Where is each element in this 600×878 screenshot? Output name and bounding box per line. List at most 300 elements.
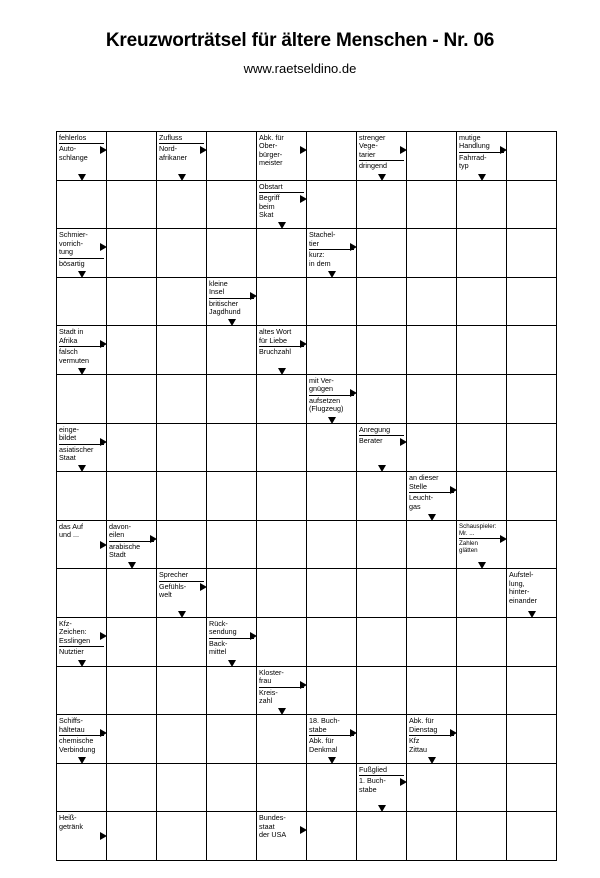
clue-cell: [407, 715, 457, 764]
answer-cell[interactable]: [257, 423, 307, 472]
clue-line: mittel: [209, 647, 227, 657]
answer-cell[interactable]: [57, 763, 107, 812]
answer-cell[interactable]: [307, 472, 357, 521]
answer-cell[interactable]: [307, 812, 357, 861]
clue-text: [57, 229, 106, 268]
clue-line: Ober-: [259, 141, 278, 151]
clue-text: [307, 715, 356, 754]
clue-line: gas: [409, 501, 421, 511]
clue-line: Berater: [359, 435, 404, 445]
answer-cell[interactable]: [507, 374, 557, 423]
clue-line: Stadt in: [59, 327, 84, 337]
answer-cell[interactable]: [507, 472, 557, 521]
answer-cell[interactable]: [457, 277, 507, 326]
clue-text: [207, 618, 256, 657]
grid-row: [57, 763, 557, 812]
clue-line: typ: [459, 161, 469, 171]
clue-line: Heiß-: [59, 813, 77, 823]
answer-cell[interactable]: [307, 763, 357, 812]
clue-line: schlange: [59, 152, 88, 162]
answer-cell[interactable]: [307, 423, 357, 472]
clue-line: davon-: [109, 521, 131, 531]
answer-cell[interactable]: [257, 715, 307, 764]
answer-cell[interactable]: [457, 423, 507, 472]
clue-line: Bundes-: [259, 813, 286, 823]
grid-row: [57, 812, 557, 861]
answer-cell[interactable]: [207, 423, 257, 472]
answer-cell[interactable]: [457, 666, 507, 715]
answer-cell[interactable]: [107, 180, 157, 229]
clue-line: altes Wort: [259, 327, 292, 337]
answer-cell[interactable]: [307, 666, 357, 715]
clue-line: Kfz: [409, 735, 454, 745]
answer-cell[interactable]: [257, 374, 307, 423]
answer-cell[interactable]: [207, 666, 257, 715]
grid-row: [57, 423, 557, 472]
clue-cell: [357, 763, 407, 812]
answer-cell[interactable]: [257, 277, 307, 326]
clue-line: arabische: [109, 541, 154, 551]
clue-cell: [207, 617, 257, 666]
clue-cell: [307, 229, 357, 278]
clue-cell: [57, 520, 107, 569]
clue-cell: [57, 132, 107, 181]
clue-line: stabe: [309, 724, 327, 734]
clue-line: strenger: [359, 133, 386, 142]
clue-line: Schauspieler:: [459, 522, 497, 530]
answer-cell[interactable]: [157, 472, 207, 521]
clue-cell: [57, 715, 107, 764]
clue-line: glätten: [459, 547, 478, 555]
clue-line: beim: [259, 201, 275, 211]
grid-row: [57, 277, 557, 326]
clue-line: chemische: [59, 735, 104, 745]
answer-cell[interactable]: [157, 423, 207, 472]
page-subtitle: www.raetseldino.de: [243, 61, 357, 76]
answer-cell[interactable]: [107, 423, 157, 472]
clue-text: [257, 667, 306, 706]
clue-line: tung: [59, 247, 73, 257]
clue-line: (Flugzeug): [309, 404, 344, 414]
clue-line: hinter-: [509, 587, 530, 597]
answer-cell[interactable]: [57, 569, 107, 618]
clue-line: Jagdhund: [209, 307, 241, 317]
clue-line: getränk: [59, 821, 83, 831]
clue-text: [257, 812, 306, 839]
clue-line: Denkmal: [309, 744, 338, 754]
answer-cell[interactable]: [507, 277, 557, 326]
clue-line: Dienstag: [409, 724, 438, 734]
answer-cell[interactable]: [507, 326, 557, 375]
answer-cell[interactable]: [507, 617, 557, 666]
grid-row: [57, 569, 557, 618]
clue-cell: [457, 520, 507, 569]
clue-line: kleine: [209, 278, 228, 288]
grid-row: [57, 132, 557, 181]
clue-line: Kfz-: [59, 618, 72, 628]
clue-cell: [157, 569, 207, 618]
answer-cell[interactable]: [157, 326, 207, 375]
answer-cell[interactable]: [307, 520, 357, 569]
clue-line: Zeichen:: [59, 627, 87, 637]
clue-line: meister: [259, 158, 283, 168]
clue-line: an dieser: [409, 473, 439, 483]
clue-cell: [57, 617, 107, 666]
answer-cell[interactable]: [107, 229, 157, 278]
clue-line: mutige: [459, 133, 481, 142]
clue-line: Insel: [209, 287, 225, 297]
answer-cell[interactable]: [157, 520, 207, 569]
answer-cell[interactable]: [357, 520, 407, 569]
answer-cell[interactable]: [307, 326, 357, 375]
answer-cell[interactable]: [57, 277, 107, 326]
clue-text: [57, 812, 106, 831]
answer-cell[interactable]: [207, 520, 257, 569]
clue-text: [407, 472, 456, 511]
grid-row: [57, 374, 557, 423]
clue-line: stabe: [359, 784, 377, 794]
clue-line: Afrika: [59, 335, 78, 345]
clue-cell: [457, 132, 507, 181]
clue-line: bösartig: [59, 258, 104, 268]
answer-cell[interactable]: [157, 229, 207, 278]
clue-line: Esslingen: [59, 635, 91, 645]
clue-line: Verbindung: [59, 744, 96, 754]
grid-row: [57, 520, 557, 569]
answer-cell[interactable]: [457, 569, 507, 618]
answer-cell[interactable]: [207, 132, 257, 181]
answer-cell[interactable]: [357, 666, 407, 715]
clue-cell: [407, 472, 457, 521]
answer-cell[interactable]: [357, 229, 407, 278]
answer-cell[interactable]: [207, 715, 257, 764]
answer-cell[interactable]: [307, 180, 357, 229]
answer-cell[interactable]: [357, 715, 407, 764]
clue-line: aufsetzen: [309, 395, 354, 405]
clue-line: Kreis-: [259, 687, 304, 697]
answer-cell[interactable]: [207, 374, 257, 423]
clue-text: [307, 229, 356, 268]
answer-cell[interactable]: [407, 666, 457, 715]
clue-line: Sprecher: [159, 570, 189, 580]
clue-cell: [507, 569, 557, 618]
answer-cell[interactable]: [507, 229, 557, 278]
answer-cell[interactable]: [507, 763, 557, 812]
clue-line: vorrich-: [59, 238, 83, 248]
clue-line: einander: [509, 595, 537, 605]
answer-cell[interactable]: [507, 715, 557, 764]
clue-cell: [107, 520, 157, 569]
clue-line: Mr. ...: [459, 529, 475, 537]
clue-line: sendung: [209, 627, 237, 637]
clue-line: tarier: [359, 149, 376, 159]
clue-line: Back-: [209, 638, 254, 648]
answer-cell[interactable]: [357, 374, 407, 423]
clue-text: [457, 521, 506, 555]
answer-cell[interactable]: [457, 472, 507, 521]
answer-cell[interactable]: [107, 277, 157, 326]
answer-cell[interactable]: [107, 812, 157, 861]
answer-cell[interactable]: [407, 617, 457, 666]
answer-cell[interactable]: [307, 569, 357, 618]
clue-line: welt: [159, 590, 172, 600]
answer-cell[interactable]: [407, 229, 457, 278]
clue-line: das Auf: [59, 521, 83, 531]
clue-line: für Liebe: [259, 335, 287, 345]
clue-line: Zahlen: [459, 538, 504, 547]
clue-text: [207, 278, 256, 317]
clue-line: und ...: [59, 530, 79, 540]
answer-cell[interactable]: [157, 666, 207, 715]
answer-cell[interactable]: [507, 812, 557, 861]
clue-line: Obstart: [259, 181, 283, 191]
clue-text: [257, 326, 306, 356]
page-title: Kreuzworträtsel für ältere Menschen - Nr. 06: [105, 30, 495, 51]
clue-line: vermuten: [59, 355, 89, 365]
crossword-grid: [56, 131, 557, 861]
answer-cell[interactable]: [157, 277, 207, 326]
clue-line: bürger-: [259, 149, 283, 159]
answer-cell[interactable]: [357, 472, 407, 521]
answer-cell[interactable]: [157, 374, 207, 423]
clue-cell: [357, 132, 407, 181]
answer-cell[interactable]: [257, 569, 307, 618]
clue-text: [457, 132, 506, 171]
answer-cell[interactable]: [207, 763, 257, 812]
answer-cell[interactable]: [307, 132, 357, 181]
answer-cell[interactable]: [457, 715, 507, 764]
answer-cell[interactable]: [257, 229, 307, 278]
clue-line: falsch: [59, 346, 104, 356]
answer-cell[interactable]: [357, 180, 407, 229]
clue-text: [357, 132, 406, 171]
clue-text: [157, 132, 206, 162]
answer-cell[interactable]: [357, 569, 407, 618]
clue-line: afrikaner: [159, 152, 187, 162]
clue-line: tier: [309, 238, 319, 248]
answer-cell[interactable]: [357, 326, 407, 375]
answer-cell[interactable]: [457, 812, 507, 861]
answer-cell[interactable]: [407, 423, 457, 472]
grid-row: [57, 229, 557, 278]
answer-cell[interactable]: [407, 763, 457, 812]
clue-text: [57, 424, 106, 463]
clue-line: hältetau: [59, 724, 85, 734]
clue-line: 1. Buch-: [359, 775, 404, 785]
answer-cell[interactable]: [407, 180, 457, 229]
clue-line: Auto-: [59, 143, 104, 153]
answer-cell[interactable]: [157, 715, 207, 764]
clue-line: dringend: [359, 160, 404, 170]
answer-cell[interactable]: [207, 229, 257, 278]
answer-cell[interactable]: [357, 812, 407, 861]
answer-cell[interactable]: [507, 666, 557, 715]
clue-line: eilen: [109, 530, 125, 540]
answer-cell[interactable]: [157, 812, 207, 861]
clue-line: kurz:: [309, 249, 354, 259]
clue-cell: [357, 423, 407, 472]
grid-row: [57, 472, 557, 521]
clue-line: gnügen: [309, 384, 333, 394]
answer-cell[interactable]: [307, 277, 357, 326]
clue-text: [507, 569, 556, 605]
clue-text: [57, 326, 106, 365]
clue-cell: [257, 666, 307, 715]
answer-cell[interactable]: [407, 569, 457, 618]
clue-line: Staat: [59, 453, 76, 463]
answer-cell[interactable]: [307, 617, 357, 666]
clue-text: [257, 132, 306, 168]
clue-line: Vege-: [359, 141, 378, 151]
clue-line: zahl: [259, 695, 273, 705]
clue-text: [57, 618, 106, 657]
clue-line: Fahrrad-: [459, 152, 504, 162]
clue-line: Leucht-: [409, 492, 454, 502]
clue-text: [57, 521, 106, 540]
clue-line: Stadt: [109, 550, 126, 560]
clue-line: Skat: [259, 210, 274, 220]
answer-cell[interactable]: [407, 812, 457, 861]
clue-cell: [257, 180, 307, 229]
answer-cell[interactable]: [107, 617, 157, 666]
crossword-grid-wrapper: [56, 131, 546, 845]
clue-line: Rück-: [209, 618, 228, 628]
grid-row: [57, 180, 557, 229]
clue-text: [357, 424, 406, 446]
answer-cell[interactable]: [457, 617, 507, 666]
clue-line: Begriff: [259, 192, 304, 202]
clue-cell: [257, 812, 307, 861]
answer-cell[interactable]: [407, 277, 457, 326]
clue-line: einge-: [59, 424, 79, 434]
answer-cell[interactable]: [507, 132, 557, 181]
answer-cell[interactable]: [257, 617, 307, 666]
clue-line: Handlung: [459, 141, 490, 151]
clue-line: mit Ver-: [309, 375, 334, 385]
answer-cell[interactable]: [457, 229, 507, 278]
clue-line: Nord-: [159, 143, 204, 153]
answer-cell[interactable]: [157, 617, 207, 666]
answer-cell[interactable]: [207, 326, 257, 375]
clue-line: Aufstel-: [509, 570, 534, 580]
answer-cell[interactable]: [207, 812, 257, 861]
clue-line: Bruchzahl: [259, 346, 304, 356]
clue-cell: [57, 229, 107, 278]
clue-line: Schiffs-: [59, 716, 83, 726]
clue-cell: [157, 132, 207, 181]
answer-cell[interactable]: [107, 374, 157, 423]
clue-cell: [57, 423, 107, 472]
grid-row: [57, 617, 557, 666]
answer-cell[interactable]: [257, 472, 307, 521]
grid-row: [57, 715, 557, 764]
answer-cell[interactable]: [407, 520, 457, 569]
clue-line: Fußglied: [359, 764, 387, 774]
answer-cell[interactable]: [257, 763, 307, 812]
answer-cell[interactable]: [107, 326, 157, 375]
clue-line: lung,: [509, 578, 525, 588]
clue-line: fehlerlos: [59, 133, 87, 142]
answer-cell[interactable]: [107, 666, 157, 715]
clue-line: Gefühls-: [159, 581, 204, 591]
answer-cell[interactable]: [457, 374, 507, 423]
answer-cell[interactable]: [207, 569, 257, 618]
clue-text: [57, 715, 106, 754]
clue-line: staat: [259, 821, 275, 831]
clue-line: Zittau: [409, 744, 427, 754]
clue-line: Stelle: [409, 481, 427, 491]
clue-line: bildet: [59, 433, 77, 443]
answer-cell[interactable]: [107, 763, 157, 812]
answer-cell[interactable]: [107, 715, 157, 764]
clue-line: Anregung: [359, 424, 391, 434]
clue-cell: [57, 326, 107, 375]
clue-line: 18. Buch-: [309, 716, 340, 726]
answer-cell[interactable]: [57, 374, 107, 423]
answer-cell[interactable]: [107, 132, 157, 181]
clue-cell: [257, 132, 307, 181]
answer-cell[interactable]: [207, 472, 257, 521]
answer-cell[interactable]: [357, 277, 407, 326]
clue-line: Nutztier: [59, 646, 104, 656]
clue-line: asiatischer: [59, 444, 104, 454]
answer-cell[interactable]: [157, 763, 207, 812]
answer-cell[interactable]: [507, 520, 557, 569]
clue-line: britischer: [209, 298, 254, 308]
answer-cell[interactable]: [57, 180, 107, 229]
grid-row: [57, 666, 557, 715]
clue-line: Abk. für: [409, 716, 434, 726]
clue-line: Abk. für: [259, 133, 284, 142]
clue-line: in dem: [309, 258, 331, 268]
clue-text: [357, 764, 406, 794]
answer-cell[interactable]: [107, 472, 157, 521]
answer-cell[interactable]: [57, 666, 107, 715]
crossword-page: [0, 30, 600, 878]
answer-cell[interactable]: [157, 180, 207, 229]
clue-cell: [307, 715, 357, 764]
answer-cell[interactable]: [257, 520, 307, 569]
answer-cell[interactable]: [507, 423, 557, 472]
answer-cell[interactable]: [457, 180, 507, 229]
clue-text: [407, 715, 456, 754]
answer-cell[interactable]: [457, 763, 507, 812]
clue-cell: [307, 374, 357, 423]
clue-text: [107, 521, 156, 560]
answer-cell[interactable]: [507, 180, 557, 229]
answer-cell[interactable]: [57, 472, 107, 521]
clue-cell: [207, 277, 257, 326]
grid-row: [57, 326, 557, 375]
answer-cell[interactable]: [207, 180, 257, 229]
answer-cell[interactable]: [357, 617, 407, 666]
clue-text: [57, 132, 106, 162]
clue-line: Schmier-: [59, 230, 88, 240]
clue-line: Kloster-: [259, 667, 284, 677]
clue-text: [257, 181, 306, 220]
clue-cell: [57, 812, 107, 861]
answer-cell[interactable]: [107, 569, 157, 618]
answer-cell[interactable]: [407, 374, 457, 423]
answer-cell[interactable]: [407, 132, 457, 181]
clue-line: Abk. für: [309, 735, 354, 745]
answer-cell[interactable]: [407, 326, 457, 375]
answer-cell[interactable]: [457, 326, 507, 375]
clue-text: [157, 569, 206, 599]
clue-cell: [257, 326, 307, 375]
clue-line: Stachel-: [309, 230, 336, 240]
clue-line: der USA: [259, 830, 287, 840]
